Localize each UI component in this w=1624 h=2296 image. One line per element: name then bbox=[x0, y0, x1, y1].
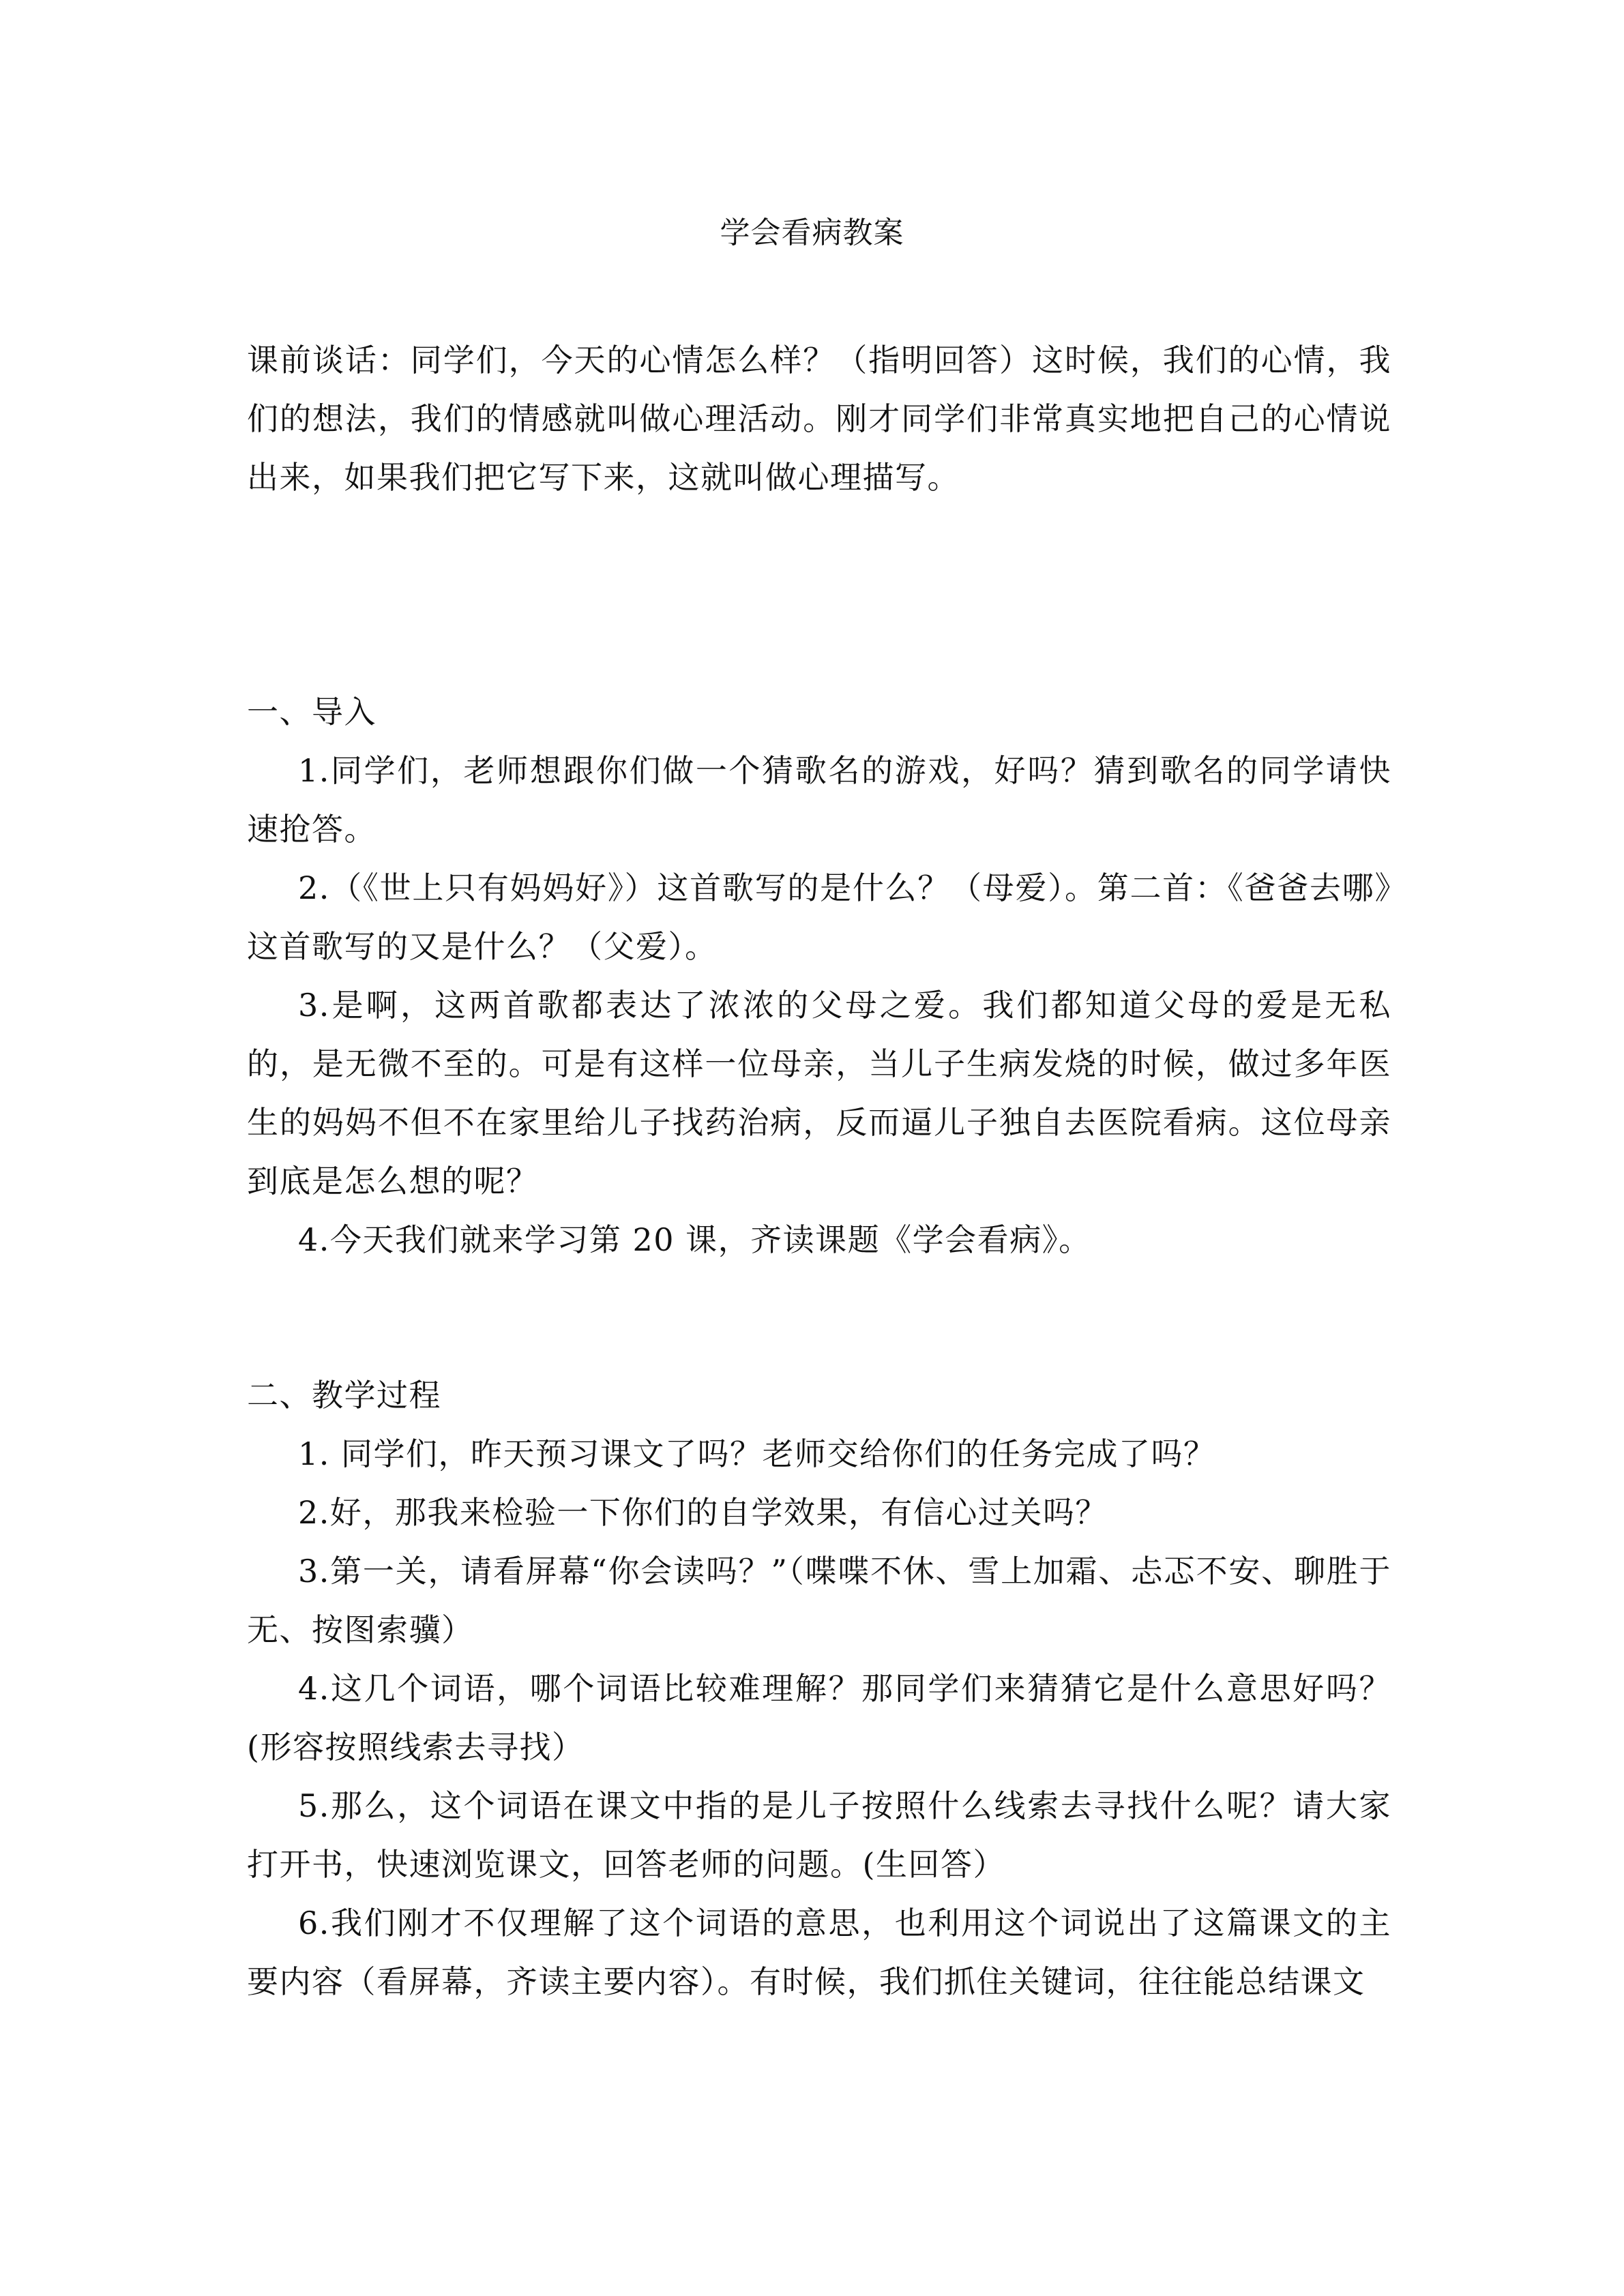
section-heading-intro: 一、导入 bbox=[247, 694, 377, 730]
section1-paragraph-3: 3.是啊，这两首歌都表达了浓浓的父母之爱。我们都知道父母的爱是无私的，是无微不至的。可是有这样一位母亲，当儿子生病发烧的时候，做过多年医生的妈妈不但不在家里给儿子找药治病，反而逼儿子独自去医院看病。这位母亲到底是怎么想的呢？ bbox=[247, 987, 1391, 1199]
section2-paragraph-2: 2.好，那我来检验一下你们的自学效果，有信心过关吗？ bbox=[298, 1494, 1108, 1531]
section1-paragraph-4: 4.今天我们就来学习第 20 课，齐读课题《学会看病》。 bbox=[298, 1221, 1091, 1258]
section2-paragraph-6: 6.我们刚才不仅理解了这个词语的意思，也利用这个词说出了这篇课文的主要内容（看屏幕，齐读主要内容）。有时候，我们抓住关键词，往往能总结课文 bbox=[247, 1905, 1391, 2000]
document-body bbox=[247, 331, 1391, 2011]
section2-paragraph-4: 4.这几个词语，哪个词语比较难理解？那同学们来猜猜它是什么意思好吗？(形容按照线索去寻找） bbox=[247, 1670, 1391, 1765]
section2-paragraph-3: 3.第一关，请看屏幕“你会读吗？”（喋喋不休、雪上加霜、忐忑不安、聊胜于无、按图索骥） bbox=[247, 1553, 1391, 1648]
section-heading-teaching-process: 二、教学过程 bbox=[247, 1377, 441, 1414]
section1-paragraph-1: 1.同学们，老师想跟你们做一个猜歌名的游戏，好吗？猜到歌名的同学请快速抢答。 bbox=[247, 752, 1391, 848]
document-title: 学会看病教案 bbox=[720, 215, 904, 250]
section2-paragraph-1: 1. 同学们，昨天预习课文了吗？老师交给你们的任务完成了吗？ bbox=[298, 1435, 1216, 1472]
spacer bbox=[247, 507, 1391, 683]
section2-paragraph-5: 5.那么，这个词语在课文中指的是儿子按照什么线索去寻找什么呢？请大家打开书，快速浏览课文，回答老师的问题。(生回答） bbox=[247, 1787, 1391, 1883]
spacer bbox=[247, 1269, 1391, 1366]
intro-paragraph: 课前谈话：同学们，今天的心情怎么样？（指明回答）这时候，我们的心情，我们的想法，我们的情感就叫做心理活动。刚才同学们非常真实地把自己的心情说出来，如果我们把它写下来，这就叫做心理描写。 bbox=[247, 342, 1391, 496]
section1-paragraph-2: 2.（《世上只有妈妈好》）这首歌写的是什么？（母爱）。第二首：《爸爸去哪》这首歌写的又是什么？（父爱）。 bbox=[247, 869, 1391, 965]
